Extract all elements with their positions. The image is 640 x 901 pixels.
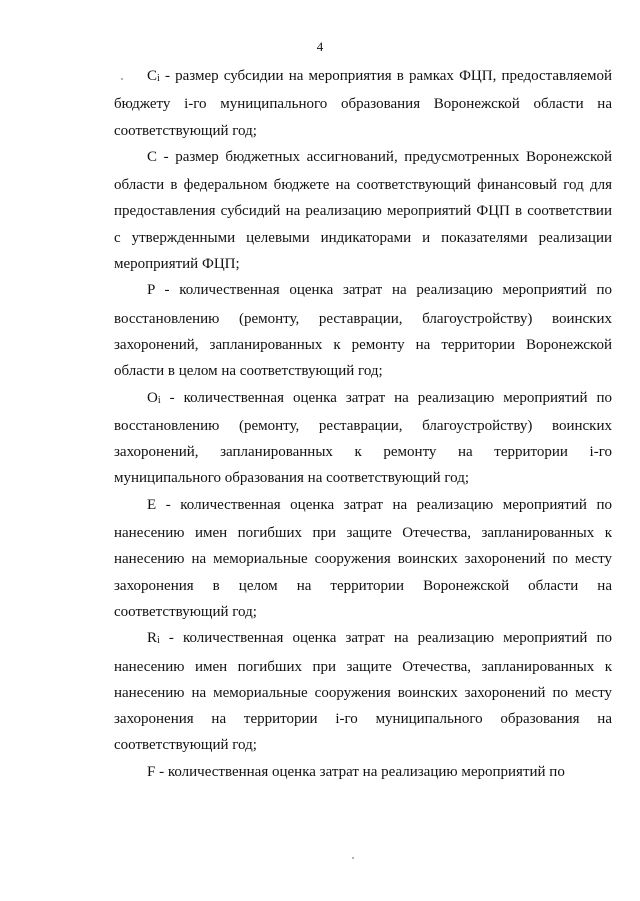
definition-text: - количественная оценка затрат на реализацию мероприятий по [155,763,565,780]
definition-text: - количественная оценка затрат на реализацию мероприятий по нанесению имен погибших при защите Отечества, запланированных к нанесению на мемориальные сооружения воинских захоронений по месту захоронения в целом на территории Воронежской области на соответствующий год; [114,496,612,620]
definition-paragraph-ci [114,63,612,144]
definition-symbol: F [147,763,156,780]
definition-paragraph-c [114,144,612,277]
definition-paragraph-e [114,492,612,625]
definition-symbol: P [147,282,155,299]
definition-text: - размер бюджетных ассигнований, предусмотренных Воронежской области в федеральном бюджете на соответствующий финансовый год для предоставления субсидий на реализацию мероприятий ФЦП в соответствии с утвержденными целевыми индикаторами и показателями реализации мероприятий ФЦП; [114,148,612,273]
definition-text: - количественная оценка затрат на реализацию мероприятий по восстановлению (ремонту, реставрации, благоустройству) воинских захоронений, запланированных к ремонту на территории i-го муниципального образования на соответствующий год; [114,389,612,487]
definition-symbol: C [147,148,158,165]
definition-subscript: i [157,394,161,406]
definition-symbol: C [147,68,158,84]
definition-paragraph-p [114,277,612,384]
page-number: 4 [316,39,324,54]
definition-symbol: O [147,389,158,406]
document-body [114,63,612,787]
scan-speck [352,857,354,859]
definition-subscript: i [157,635,160,647]
definition-paragraph-oi [114,385,612,492]
definition-text: - размер субсидии на мероприятия в рамках ФЦП, предоставляемой бюджету i-го муниципального образования Воронежской области на соответствующий год; [114,68,612,139]
definition-symbol: E [147,496,157,513]
definition-text: - количественная оценка затрат на реализацию мероприятий по восстановлению (ремонту, реставрации, благоустройству) воинских захоронений, запланированных к ремонту на территории Воронежской области в целом на соответствующий год; [114,282,612,380]
definition-symbol: R [147,630,158,647]
definition-paragraph-ri [114,625,612,758]
definition-subscript: i [157,73,160,84]
definition-text: - количественная оценка затрат на реализацию мероприятий по нанесению имен погибших при защите Отечества, запланированных к нанесению на мемориальные сооружения воинских захоронений по месту захоронения на территории i-го муниципального образования на соответствующий год; [114,630,612,754]
definition-paragraph-f [114,759,612,787]
